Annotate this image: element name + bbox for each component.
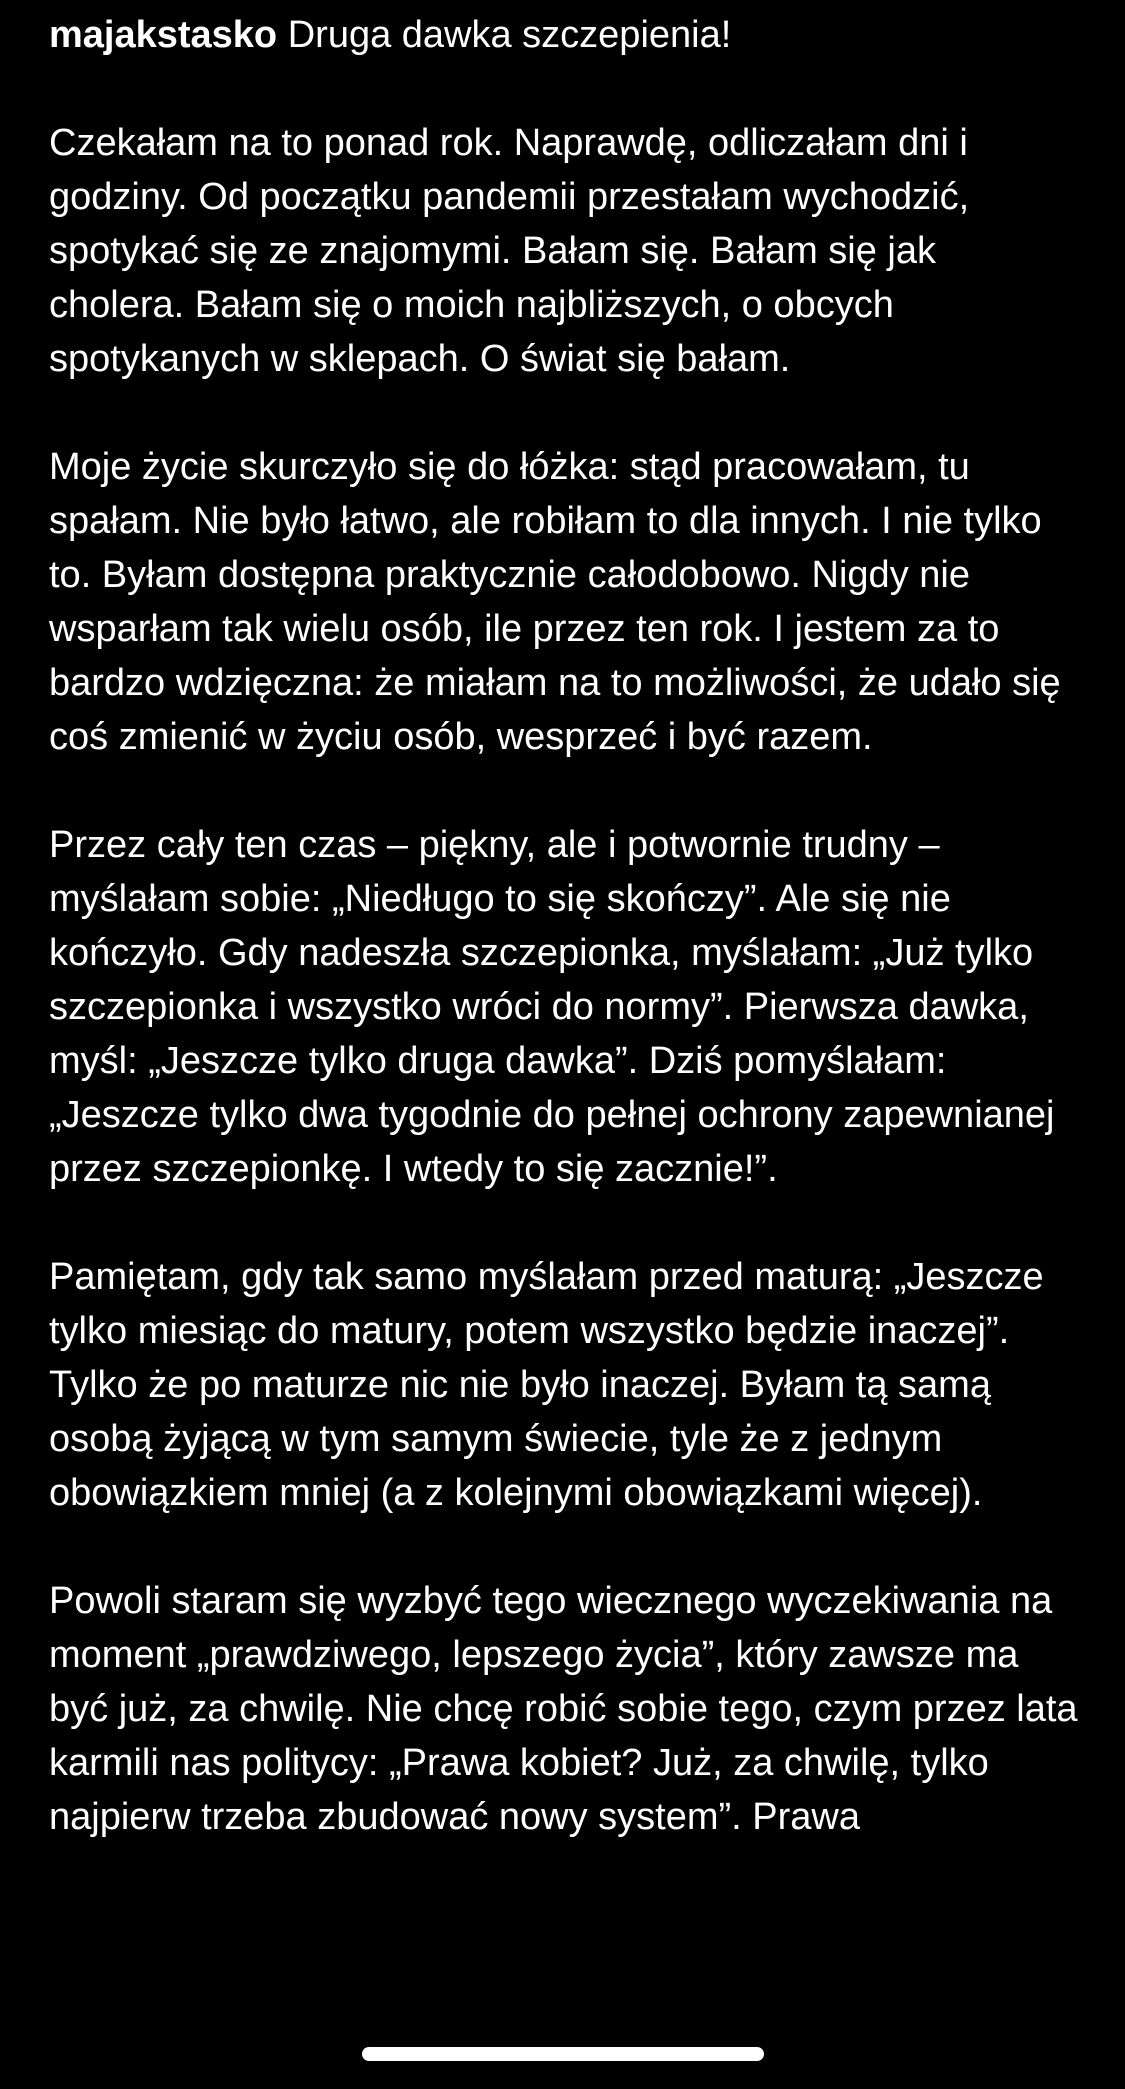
- username[interactable]: majakstasko: [49, 14, 278, 56]
- caption-title: Druga dawka szczepienia!: [287, 14, 732, 56]
- post-caption: [49, 8, 1079, 1844]
- home-indicator[interactable]: [362, 2047, 764, 2061]
- caption-body: Czekałam na to ponad rok. Naprawdę, odliczałam dni i godziny. Od początku pandemii przestałam wychodzić, spotykać się ze znajomymi. Bałam się. Bałam się jak cholera. Bałam się o moich najbliższych, o obcych spotykanych w sklepach. O świat się bałam. Moje życie skurczyło się do łóżka: stąd pracowałam, tu spałam. Nie było łatwo, ale robiłam to dla innych. I nie tylko to. Byłam dostępna praktycznie całodobowo. Nigdy nie wsparłam tak wielu osób, ile przez ten rok. I jestem za to bardzo wdzięczna: że miałam na to możliwości, że udało się coś zmienić w życiu osób, wesprzeć i być razem. Przez cały ten czas – piękny, ale i potwornie trudny – myślałam sobie: „Niedługo to się skończy”. Ale się nie kończyło. Gdy nadeszła szczepionka, myślałam: „Już tylko szczepionka i wszystko wróci do normy”. Pierwsza dawka, myśl: „Jeszcze tylko druga dawka”. Dziś pomyślałam: „Jeszcze tylko dwa tygodnie do pełnej ochrony zapewnianej przez szczepionkę. I wtedy to się zacznie!”. Pamiętam, gdy tak samo myślałam przed maturą: „Jeszcze tylko miesiąc do matury, potem wszystko będzie inaczej”. Tylko że po maturze nic nie było inaczej. Byłam tą samą osobą żyjącą w tym samym świecie, tyle że z jednym obowiązkiem mniej (a z kolejnymi obowiązkami więcej). Powoli staram się wyzbyć tego wiecznego wyczekiwania na moment „prawdziwego, lepszego życia”, który zawsze ma być już, za chwilę. Nie chcę robić sobie tego, czym przez lata karmili nas politycy: „Prawa kobiet? Już, za chwilę, tylko najpierw trzeba zbudować nowy system”. Prawa: [49, 122, 1078, 1838]
